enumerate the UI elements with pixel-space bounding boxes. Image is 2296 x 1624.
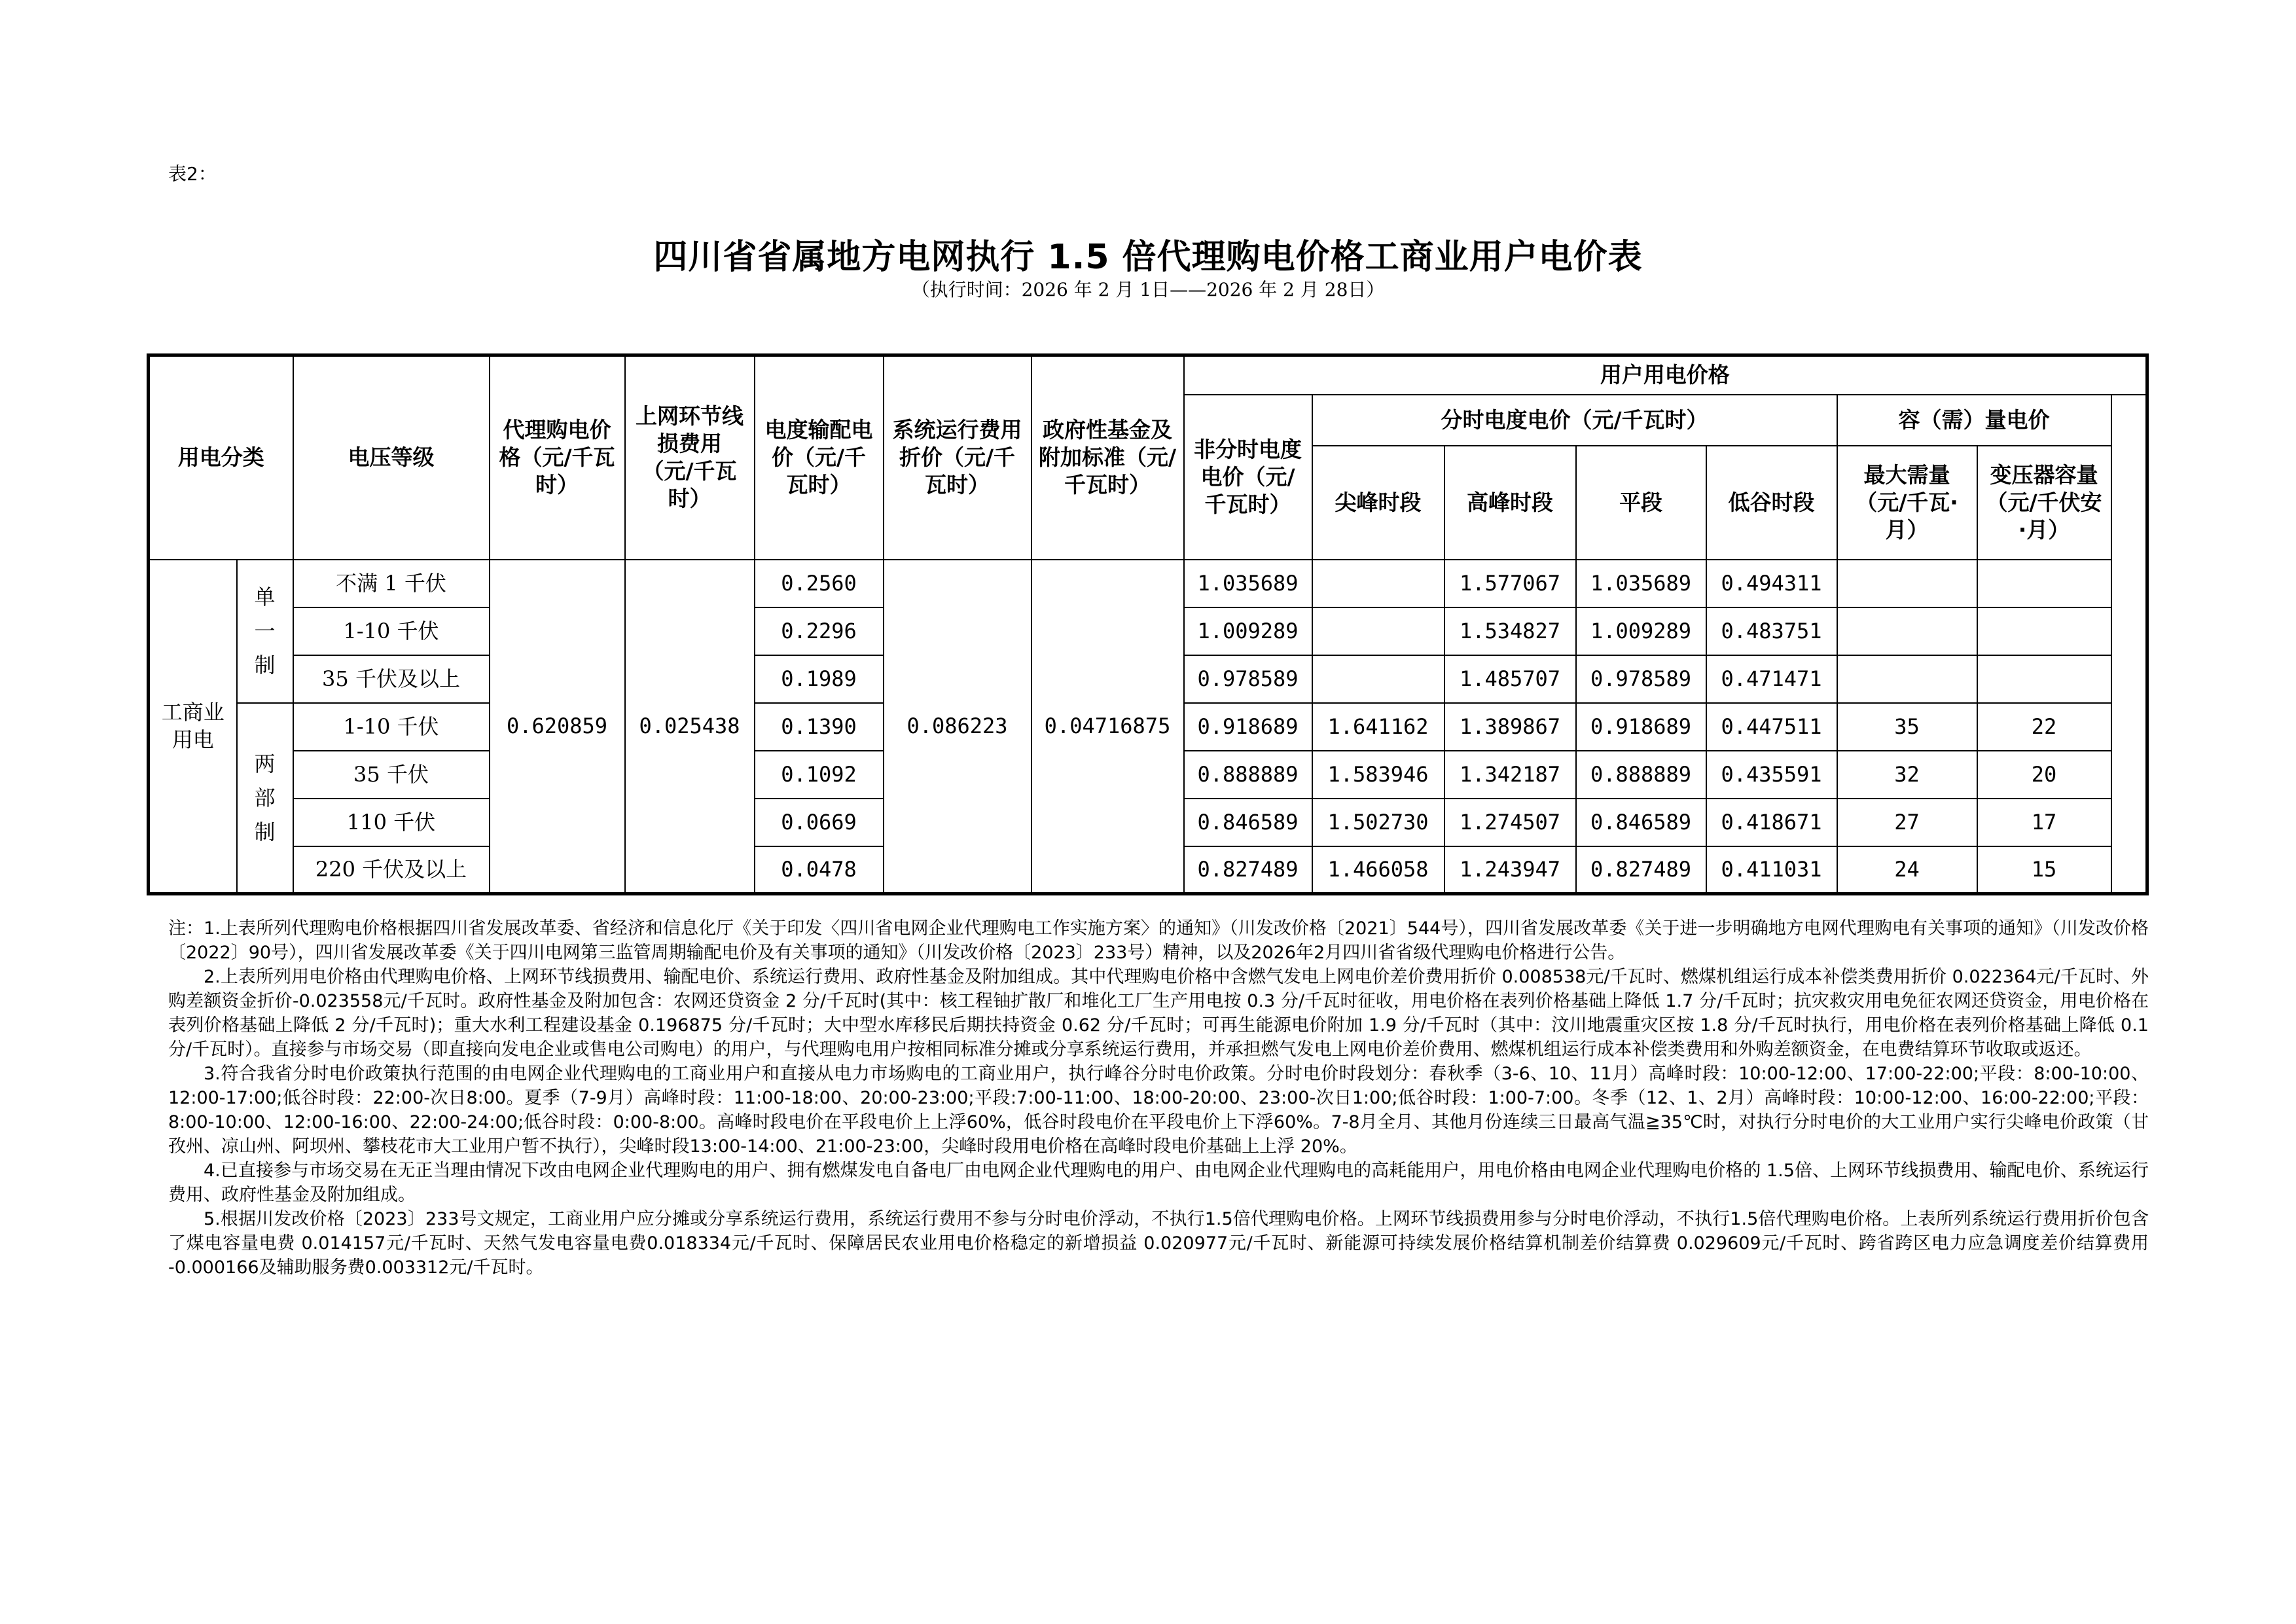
transmission-cell: 0.1092 (755, 751, 884, 799)
flat-cell: 0.827489 (1576, 846, 1706, 894)
flat-cell: 0.846589 (1576, 799, 1706, 846)
system-fee-cell: 0.086223 (884, 560, 1031, 894)
peak-top-cell (1312, 655, 1444, 703)
note-5: 5.根据川发改价格〔2023〕233号文规定，工商业用户应分摊或分享系统运行费用，系统运行费用不参与分时电价浮动，不执行1.5倍代理购电价格。上网环节线损费用参与分时电价浮动，不执行1.5倍代理购电价格。上表所列系统运行费用折价包含了煤电容量电费 0.014157元/千瓦时、天然气发电容量电费0.018334元/千瓦时、保障居民农业用电价格稳定的新增损益 0.020977元/千瓦时、新能源可持续发展价格结算机制差价结算费 0.029609元/千瓦时、跨省跨区电力应急调度差价结算费用 -0.000166及辅助服务费0.003312元/千瓦时。 (168, 1209, 2149, 1278)
notes-section (168, 916, 2149, 1280)
voltage-cell: 35 千伏 (293, 751, 490, 799)
voltage-cell: 1-10 千伏 (293, 607, 490, 655)
transmission-cell: 0.0669 (755, 799, 884, 846)
transmission-cell: 0.2296 (755, 607, 884, 655)
note-3: 3.符合我省分时电价政策执行范围的由电网企业代理购电的工商业用户和直接从电力市场购电的工商业用户，执行峰谷分时电价政策。分时电价时段划分：春秋季（3-6、10、11月）高峰时段：10:00-12:00、17:00-22:00;平段：8:00-10:00、12:00-17:00;低谷时段：22:00-次日8:00。夏季（7-9月）高峰时段：11:00-18:00、20:00-23:00;平段:7:00-11:00、18:00-20:00、23:00-次日1:00;低谷时段：1:00-7:00。冬季（12、1、2月）高峰时段：10:00-12:00、16:00-22:00;平段：8:00-10:00、12:00-16:00、22:00-24:00;低谷时段：0:00-8:00。高峰时段电价在平段电价上上浮60%，低谷时段电价在平段电价上下浮60%。7-8月全月、其他月份连续三日最高气温≧35℃时，对执行分时电价的大工业用户实行尖峰电价政策（甘孜州、凉山州、阿坝州、攀枝花市大工业用户暂不执行），尖峰时段13:00-14:00、21:00-23:00，尖峰时段用电价格在高峰时段电价基础上上浮 20%。 (168, 1064, 2149, 1157)
header-valley: 低谷时段 (1706, 446, 1837, 560)
note-2: 2.上表所列用电价格由代理购电价格、上网环节线损费用、输配电价、系统运行费用、政府性基金及附加组成。其中代理购电价格中含燃气发电上网电价差价费用折价 0.008538元/千瓦时、燃煤机组运行成本补偿类费用折价 0.022364元/千瓦时、外购差额资金折价-0.023558元/千瓦时。政府性基金及附加包含：农网还贷资金 2 分/千瓦时(其中：核工程铀扩散厂和堆化工厂生产用电按 0.3 分/千瓦时征收，用电价格在表列价格基础上降低 1.7 分/千瓦时；抗灾救灾用电免征农网还贷资金，用电价格在表列价格基础上降低 2 分/千瓦时)；重大水利工程建设基金 0.196875 分/千瓦时；大中型水库移民后期扶持资金 0.62 分/千瓦时；可再生能源电价附加 1.9 分/千瓦时（其中：汶川地震重灾区按 1.8 分/千瓦时执行，用电价格在表列价格基础上降低 0.1 分/千瓦时）。直接参与市场交易（即直接向发电企业或售电公司购电）的用户，与代理购电用户按相同标准分摊或分享系统运行费用，并承担燃气发电上网电价差价费用、燃煤机组运行成本补偿类费用和外购差额资金，在电费结算环节收取或返还。 (168, 967, 2149, 1060)
header-system-fee: 系统运行费用折价（元/千瓦时） (884, 355, 1031, 560)
transformer-cell (1977, 607, 2111, 655)
group-two-cell (237, 703, 293, 894)
transformer-cell: 20 (1977, 751, 2111, 799)
peak-top-cell: 1.583946 (1312, 751, 1444, 799)
max-demand-cell (1837, 655, 1977, 703)
peak-top-cell (1312, 560, 1444, 607)
valley-cell: 0.411031 (1706, 846, 1837, 894)
gov-fund-cell: 0.04716875 (1031, 560, 1184, 894)
peak-cell: 1.534827 (1444, 607, 1576, 655)
table-body (149, 560, 2147, 894)
note-1: 注：1.上表所列代理购电价格根据四川省发展改革委、省经济和信息化厅《关于印发〈四川省电网企业代理购电工作实施方案〉的通知》（川发改价格〔2021〕544号），四川省发展改革委《关于进一步明确地方电网代理购电有关事项的通知》（川发改价格〔2022〕90号），四川省发展改革委《关于四川电网第三监管周期输配电价及有关事项的通知》（川发改价格〔2023〕233号）精神，以及2026年2月四川省省级代理购电价格进行公告。 (168, 918, 2149, 963)
transformer-cell (1977, 655, 2111, 703)
peak-cell: 1.274507 (1444, 799, 1576, 846)
peak-cell: 1.485707 (1444, 655, 1576, 703)
non-tou-cell: 1.035689 (1184, 560, 1312, 607)
vertical-label: 两 部 制 (254, 751, 276, 844)
flat-cell: 1.035689 (1576, 560, 1706, 607)
table-label: 表2： (168, 163, 217, 185)
header-category: 用电分类 (149, 355, 293, 560)
header-gov-fund: 政府性基金及附加标准（元/千瓦时） (1031, 355, 1184, 560)
header-user-price: 用户用电价格 (1184, 355, 2147, 395)
flat-cell: 0.888889 (1576, 751, 1706, 799)
peak-cell: 1.243947 (1444, 846, 1576, 894)
header-transmission: 电度输配电价（元/千瓦时） (755, 355, 884, 560)
peak-top-cell: 1.502730 (1312, 799, 1444, 846)
header-transformer: 变压器容量（元/千伏安·月） (1977, 446, 2111, 560)
voltage-cell: 不满 1 千伏 (293, 560, 490, 607)
valley-cell: 0.435591 (1706, 751, 1837, 799)
non-tou-cell: 0.978589 (1184, 655, 1312, 703)
peak-top-cell (1312, 607, 1444, 655)
electricity-price-table (147, 353, 2149, 895)
non-tou-cell: 1.009289 (1184, 607, 1312, 655)
non-tou-cell: 0.846589 (1184, 799, 1312, 846)
max-demand-cell: 32 (1837, 751, 1977, 799)
max-demand-cell: 27 (1837, 799, 1977, 846)
voltage-cell: 110 千伏 (293, 799, 490, 846)
header-tou: 分时电度电价（元/千瓦时） (1312, 395, 1837, 446)
non-tou-cell: 0.918689 (1184, 703, 1312, 751)
flat-cell: 1.009289 (1576, 607, 1706, 655)
transmission-cell: 0.0478 (755, 846, 884, 894)
vertical-label: 单 一 制 (254, 585, 276, 677)
header-peak-top: 尖峰时段 (1312, 446, 1444, 560)
transformer-cell: 17 (1977, 799, 2111, 846)
valley-cell: 0.447511 (1706, 703, 1837, 751)
peak-cell: 1.342187 (1444, 751, 1576, 799)
voltage-cell: 1-10 千伏 (293, 703, 490, 751)
peak-top-cell: 1.466058 (1312, 846, 1444, 894)
valley-cell: 0.494311 (1706, 560, 1837, 607)
non-tou-cell: 0.827489 (1184, 846, 1312, 894)
transformer-cell: 15 (1977, 846, 2111, 894)
transmission-cell: 0.2560 (755, 560, 884, 607)
voltage-cell: 35 千伏及以上 (293, 655, 490, 703)
note-4: 4.已直接参与市场交易在无正当理由情况下改由电网企业代理购电的用户、拥有燃煤发电自备电厂由电网企业代理购电的用户、由电网企业代理购电的高耗能用户，用电价格由电网企业代理购电价格的 1.5倍、上网环节线损费用、输配电价、系统运行费用、政府性基金及附加组成。 (168, 1161, 2149, 1205)
valley-cell: 0.471471 (1706, 655, 1837, 703)
group-single-cell (237, 560, 293, 703)
transmission-cell: 0.1989 (755, 655, 884, 703)
max-demand-cell (1837, 560, 1977, 607)
header-max-demand: 最大需量（元/千瓦·月） (1837, 446, 1977, 560)
header-capacity: 容（需）量电价 (1837, 395, 2111, 446)
non-tou-cell: 0.888889 (1184, 751, 1312, 799)
header-line-loss: 上网环节线损费用（元/千瓦时） (625, 355, 755, 560)
header-voltage: 电压等级 (293, 355, 490, 560)
page-title: 四川省省属地方电网执行 1.5 倍代理购电价格工商业用户电价表 (653, 238, 1643, 277)
header-agency-price: 代理购电价格（元/千瓦时） (490, 355, 625, 560)
line-loss-cell: 0.025438 (625, 560, 755, 894)
table-row (149, 560, 2147, 607)
flat-cell: 0.978589 (1576, 655, 1706, 703)
transformer-cell (1977, 560, 2111, 607)
valley-cell: 0.483751 (1706, 607, 1837, 655)
transmission-cell: 0.1390 (755, 703, 884, 751)
header-flat: 平段 (1576, 446, 1706, 560)
header-peak: 高峰时段 (1444, 446, 1576, 560)
transformer-cell: 22 (1977, 703, 2111, 751)
peak-cell: 1.389867 (1444, 703, 1576, 751)
effective-period: （执行时间：2026 年 2 月 1日——2026 年 2 月 28日） (911, 279, 1385, 300)
category-cell: 工商业用电 (149, 560, 237, 894)
header-non-tou: 非分时电度电价（元/千瓦时） (1184, 395, 1312, 560)
max-demand-cell (1837, 607, 1977, 655)
agency-price-cell: 0.620859 (490, 560, 625, 894)
peak-cell: 1.577067 (1444, 560, 1576, 607)
flat-cell: 0.918689 (1576, 703, 1706, 751)
valley-cell: 0.418671 (1706, 799, 1837, 846)
max-demand-cell: 24 (1837, 846, 1977, 894)
voltage-cell: 220 千伏及以上 (293, 846, 490, 894)
max-demand-cell: 35 (1837, 703, 1977, 751)
peak-top-cell: 1.641162 (1312, 703, 1444, 751)
